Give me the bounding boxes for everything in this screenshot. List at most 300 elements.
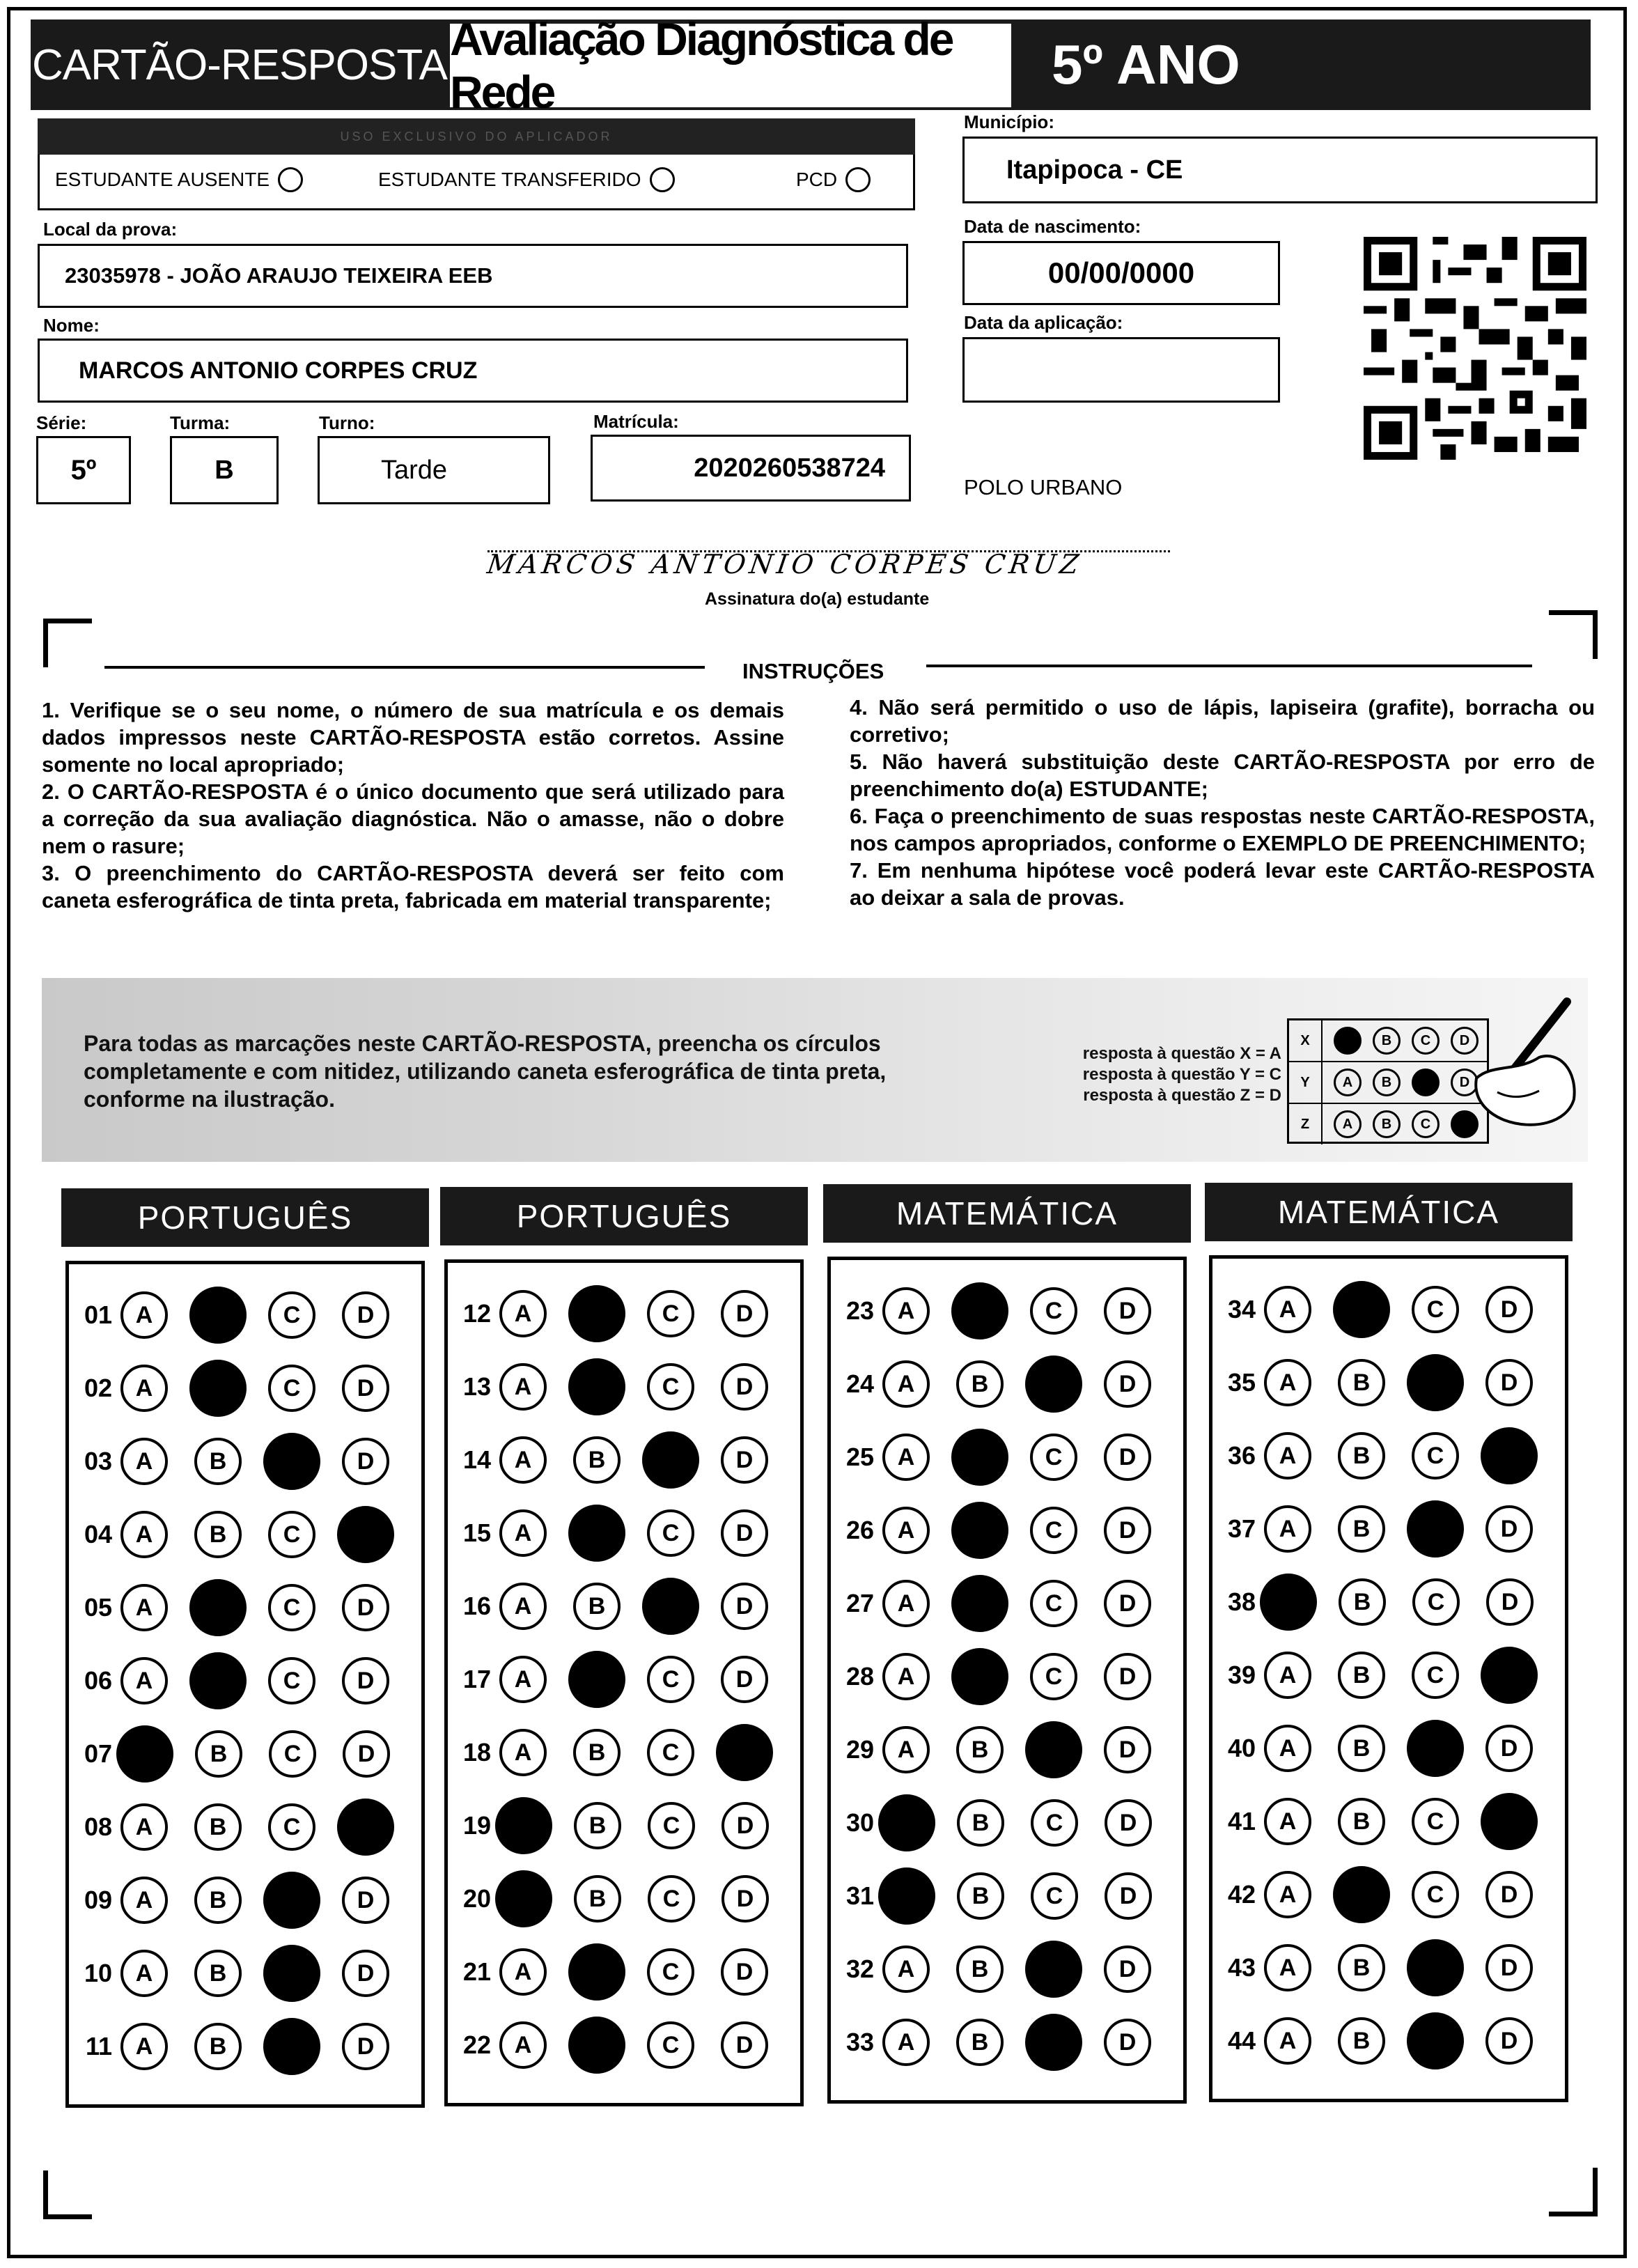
turma-field: B xyxy=(170,436,279,504)
answer-bubble-c[interactable]: C xyxy=(1030,1434,1077,1481)
instructions-right xyxy=(850,694,1595,911)
turno-field: Tarde xyxy=(318,436,550,504)
question-number: 02 xyxy=(84,1374,112,1402)
question-row xyxy=(1212,1354,1533,1411)
question-number: 04 xyxy=(84,1520,112,1548)
example-key-z: resposta à questão Z = D xyxy=(1083,1086,1281,1105)
example-bubble: C xyxy=(1412,1110,1440,1138)
question-number: 29 xyxy=(845,1735,874,1764)
status-absent[interactable] xyxy=(55,167,303,192)
answer-bubble-a[interactable]: A xyxy=(499,1729,547,1776)
question-row xyxy=(1212,1647,1533,1704)
answer-bubble-b[interactable] xyxy=(568,1943,625,2001)
instructions-left xyxy=(42,697,784,914)
turma-label: Turma: xyxy=(170,412,231,433)
question-number: 37 xyxy=(1227,1514,1256,1543)
municipio-field: Itapipoca - CE xyxy=(962,137,1598,203)
answer-bubble-b[interactable]: B xyxy=(194,1877,242,1924)
local-label: Local da prova: xyxy=(43,219,178,240)
answer-bubble-a[interactable]: A xyxy=(499,1363,547,1411)
answer-bubble-a[interactable]: A xyxy=(882,1507,930,1554)
example-bubble: C xyxy=(1412,1069,1440,1096)
answer-bubble-a[interactable]: A xyxy=(120,1657,168,1704)
answer-bubble-b[interactable]: B xyxy=(573,1583,621,1630)
question-number: 42 xyxy=(1227,1880,1256,1909)
answer-bubble-c[interactable]: C xyxy=(648,1875,695,1923)
instruction-1: 1. Verifique se o seu nome, o número de sua matrícula e os demais dados impressos neste CARTÃO-RESPOSTA estão corretos. Assine somente no local apropriado; xyxy=(42,698,784,777)
example-bubble: B xyxy=(1373,1027,1401,1055)
answer-column xyxy=(65,1261,425,2108)
answer-bubble-a[interactable]: A xyxy=(120,1803,168,1851)
answer-bubble-a[interactable]: A xyxy=(120,1291,168,1339)
answer-bubble-b[interactable]: B xyxy=(956,1945,1004,1993)
answer-bubble-c[interactable]: C xyxy=(647,1656,694,1703)
answer-bubble-b[interactable] xyxy=(568,1285,625,1342)
answer-bubble-b[interactable]: B xyxy=(956,1726,1004,1773)
answer-bubble-c[interactable]: C xyxy=(1030,1653,1077,1700)
answer-bubble-b[interactable]: B xyxy=(1338,2017,1385,2065)
instruction-6: 6. Faça o preenchimento de suas respostas neste CARTÃO-RESPOSTA, nos campos apropriados, conforme o EXEMPLO DE PREENCHIMENTO; xyxy=(850,804,1595,855)
answer-bubble-c[interactable]: C xyxy=(268,1511,315,1558)
question-row xyxy=(831,1282,1151,1339)
question-number: 08 xyxy=(84,1812,112,1841)
answer-bubble-a[interactable]: A xyxy=(120,1877,168,1924)
example-bubble: B xyxy=(1373,1069,1401,1096)
answer-bubble-b[interactable]: B xyxy=(573,1436,621,1484)
answer-bubble-c[interactable]: C xyxy=(268,1584,315,1631)
answer-bubble-d[interactable]: D xyxy=(1104,1360,1151,1408)
answer-bubble-b[interactable]: B xyxy=(1338,1432,1385,1479)
application-date-field xyxy=(962,337,1280,403)
question-row xyxy=(448,1578,768,1635)
answer-bubble-c[interactable] xyxy=(263,1433,320,1490)
answer-bubble-c[interactable] xyxy=(1025,1356,1082,1413)
answer-bubble-d[interactable] xyxy=(337,1799,394,1856)
answer-bubble-c[interactable] xyxy=(642,1578,699,1635)
answer-bubble-b[interactable]: B xyxy=(956,1360,1004,1408)
answer-bubble-d[interactable]: D xyxy=(1485,1505,1533,1553)
question-row xyxy=(1212,1793,1533,1850)
corner-mark-br xyxy=(1549,2168,1598,2216)
name-field: MARCOS ANTONIO CORPES CRUZ xyxy=(38,339,908,403)
answer-bubble-b[interactable]: B xyxy=(194,1803,242,1851)
question-row xyxy=(448,1797,769,1854)
answer-bubble-b[interactable] xyxy=(568,1358,625,1415)
answer-bubble-b[interactable] xyxy=(189,1287,247,1344)
question-number: 21 xyxy=(462,1957,491,1986)
answer-bubble-b[interactable]: B xyxy=(195,1730,242,1778)
question-number: 36 xyxy=(1227,1441,1256,1470)
corner-mark-tr xyxy=(1549,610,1598,659)
answer-bubble-c[interactable]: C xyxy=(647,1509,694,1557)
answer-bubble-c[interactable] xyxy=(1407,1500,1464,1558)
question-row xyxy=(831,1575,1151,1632)
answer-bubble-a[interactable]: A xyxy=(120,1511,168,1558)
answer-bubble-a[interactable]: A xyxy=(882,1434,930,1481)
answer-bubble-b[interactable]: B xyxy=(956,2019,1004,2066)
question-row xyxy=(69,1945,389,2002)
answer-bubble-a[interactable]: A xyxy=(499,1656,547,1703)
answer-bubble-d[interactable]: D xyxy=(721,1509,768,1557)
answer-bubble-a[interactable] xyxy=(495,1797,552,1854)
question-number: 27 xyxy=(845,1589,874,1617)
question-number: 18 xyxy=(462,1738,491,1766)
application-date-label: Data da aplicação: xyxy=(964,312,1123,333)
answer-bubble-c[interactable]: C xyxy=(1412,1652,1459,1699)
answer-bubble-b[interactable]: B xyxy=(1338,1725,1385,1772)
answer-bubble-c[interactable]: C xyxy=(1031,1872,1078,1920)
answer-bubble-d[interactable]: D xyxy=(721,1363,768,1411)
answer-bubble-a[interactable]: A xyxy=(882,2019,930,2066)
answer-bubble-d[interactable] xyxy=(1481,1793,1538,1850)
answer-bubble-d[interactable]: D xyxy=(721,1656,768,1703)
answer-bubble-a[interactable]: A xyxy=(882,1360,930,1408)
answer-bubble-c[interactable] xyxy=(263,1945,320,2002)
answer-bubble-a[interactable]: A xyxy=(1264,1944,1311,1991)
answer-bubble-b[interactable]: B xyxy=(1338,1652,1385,1699)
example-bubble: C xyxy=(1412,1027,1440,1055)
answer-bubble-d[interactable]: D xyxy=(1485,2017,1533,2065)
answer-bubble-a[interactable]: A xyxy=(1264,1871,1311,1918)
matricula-label: Matrícula: xyxy=(593,411,679,432)
question-row xyxy=(448,1724,768,1781)
answer-bubble-b[interactable]: B xyxy=(574,1802,621,1849)
question-number: 23 xyxy=(845,1296,874,1325)
answer-bubble-c[interactable]: C xyxy=(268,1803,315,1851)
answer-bubble-a[interactable]: A xyxy=(120,1365,168,1412)
question-number: 03 xyxy=(84,1447,112,1475)
answer-bubble-c[interactable]: C xyxy=(647,1363,694,1411)
answer-bubble-b[interactable] xyxy=(568,1505,625,1562)
answer-bubble-a[interactable]: A xyxy=(120,1950,168,1997)
status-transferred[interactable] xyxy=(378,167,675,192)
answer-bubble-a[interactable]: A xyxy=(882,1580,930,1627)
question-row xyxy=(1212,1939,1533,1996)
instruction-4: 4. Não será permitido o uso de lápis, lapiseira (grafite), borracha ou corretivo; xyxy=(850,695,1595,747)
answer-bubble-d[interactable]: D xyxy=(342,1438,389,1485)
answer-bubble-a[interactable]: A xyxy=(499,1583,547,1630)
answer-bubble-a[interactable]: A xyxy=(1264,1359,1311,1406)
answer-bubble-c[interactable] xyxy=(263,1872,320,1929)
answer-bubble-c[interactable] xyxy=(263,2018,320,2075)
status-transferred-circle[interactable] xyxy=(650,167,675,192)
example-bubble: D xyxy=(1451,1110,1479,1138)
answer-bubble-c[interactable]: C xyxy=(268,1365,315,1412)
answer-bubble-c[interactable]: C xyxy=(268,1291,315,1339)
answer-bubble-d[interactable]: D xyxy=(1104,1507,1151,1554)
answer-bubble-c[interactable]: C xyxy=(268,1657,315,1704)
question-row xyxy=(1212,1281,1533,1338)
answer-bubble-a[interactable] xyxy=(495,1870,552,1927)
example-bubble: A xyxy=(1334,1027,1362,1055)
status-pcd-circle[interactable] xyxy=(845,167,871,192)
instructions-rule-left xyxy=(104,666,705,669)
answer-bubble-b[interactable] xyxy=(951,1429,1008,1486)
pen-hand-icon xyxy=(1449,995,1588,1134)
grade-title: 5º ANO xyxy=(1052,33,1240,95)
answer-bubble-c[interactable]: C xyxy=(1030,1507,1077,1554)
question-number: 24 xyxy=(845,1369,874,1398)
question-number: 16 xyxy=(462,1592,491,1620)
example-bubble: A xyxy=(1334,1069,1362,1096)
turno-label: Turno: xyxy=(319,412,375,433)
answer-bubble-c[interactable] xyxy=(1407,2012,1464,2069)
question-number: 15 xyxy=(462,1519,491,1547)
instruction-7: 7. Em nenhuma hipótese você poderá levar este CARTÃO-RESPOSTA ao deixar a sala de provas. xyxy=(850,858,1595,910)
answer-bubble-b[interactable]: B xyxy=(573,1729,621,1776)
answer-bubble-c[interactable] xyxy=(1407,1720,1464,1777)
question-row xyxy=(1212,1574,1534,1631)
question-row xyxy=(69,1872,389,1929)
question-row xyxy=(831,1502,1151,1559)
answer-bubble-a[interactable]: A xyxy=(882,1287,930,1335)
answer-bubble-d[interactable]: D xyxy=(1486,1578,1534,1626)
answer-bubble-b[interactable]: B xyxy=(574,1875,621,1923)
subject-header: PORTUGUÊS xyxy=(440,1187,808,1245)
question-row xyxy=(1212,1720,1533,1777)
question-number: 20 xyxy=(462,1884,491,1913)
answer-bubble-c[interactable] xyxy=(1407,1939,1464,1996)
subject-header: PORTUGUÊS xyxy=(61,1188,429,1247)
answer-bubble-d[interactable]: D xyxy=(1485,1286,1533,1333)
answer-bubble-d[interactable]: D xyxy=(342,1950,389,1997)
answer-bubble-c[interactable]: C xyxy=(1412,1578,1460,1626)
answer-bubble-a[interactable]: A xyxy=(499,1436,547,1484)
answer-bubble-a[interactable] xyxy=(116,1725,173,1782)
answer-bubble-d[interactable]: D xyxy=(342,1291,389,1339)
answer-bubble-d[interactable] xyxy=(1481,1647,1538,1704)
local-field: 23035978 - JOÃO ARAUJO TEIXEIRA EEB xyxy=(38,244,908,308)
answer-bubble-a[interactable]: A xyxy=(1264,2017,1311,2065)
answer-bubble-d[interactable]: D xyxy=(721,1583,768,1630)
subject-header: MATEMÁTICA xyxy=(823,1184,1191,1243)
answer-bubble-d[interactable]: D xyxy=(722,1802,769,1849)
answer-bubble-d[interactable]: D xyxy=(1104,1945,1151,1993)
question-row xyxy=(69,1506,389,1563)
answer-bubble-d[interactable]: D xyxy=(1485,1871,1533,1918)
question-row xyxy=(831,2014,1151,2071)
question-row xyxy=(1212,2012,1533,2069)
answer-bubble-b[interactable] xyxy=(189,1579,247,1636)
serie-field: 5º xyxy=(36,436,131,504)
answer-bubble-d[interactable]: D xyxy=(721,1436,768,1484)
answer-bubble-c[interactable] xyxy=(1025,1721,1082,1778)
instructions-title: INSTRUÇÕES xyxy=(742,659,884,683)
answer-bubble-b[interactable] xyxy=(951,1502,1008,1559)
answer-bubble-a[interactable]: A xyxy=(1264,1432,1311,1479)
question-row xyxy=(831,1794,1152,1851)
answer-bubble-d[interactable] xyxy=(1481,1427,1538,1484)
answer-bubble-b[interactable]: B xyxy=(1338,1505,1385,1553)
question-number: 40 xyxy=(1227,1734,1256,1762)
answer-bubble-a[interactable]: A xyxy=(120,1438,168,1485)
question-row xyxy=(1212,1427,1533,1484)
answer-bubble-b[interactable] xyxy=(951,1282,1008,1339)
answer-bubble-a[interactable]: A xyxy=(499,1948,547,1996)
answer-bubble-c[interactable]: C xyxy=(1412,1432,1459,1479)
answer-bubble-d[interactable]: D xyxy=(1485,1944,1533,1991)
example-key-y: resposta à questão Y = C xyxy=(1082,1065,1281,1084)
question-number: 34 xyxy=(1227,1295,1256,1323)
answer-bubble-a[interactable]: A xyxy=(1264,1798,1311,1845)
answer-bubble-c[interactable]: C xyxy=(269,1730,316,1778)
answer-bubble-d[interactable]: D xyxy=(1105,1872,1152,1920)
answer-bubble-d[interactable]: D xyxy=(1104,1580,1151,1627)
answer-bubble-d[interactable]: D xyxy=(342,1657,389,1704)
answer-bubble-d[interactable]: D xyxy=(721,1948,768,1996)
status-absent-circle[interactable] xyxy=(278,167,303,192)
answer-bubble-c[interactable] xyxy=(1025,1941,1082,1998)
answer-bubble-b[interactable]: B xyxy=(957,1799,1004,1847)
answer-bubble-b[interactable]: B xyxy=(1338,1798,1385,1845)
answer-bubble-d[interactable]: D xyxy=(721,2021,768,2069)
corner-mark-tl xyxy=(43,619,92,667)
applicator-bar: USO EXCLUSIVO DO APLICADOR xyxy=(38,118,915,155)
question-number: 32 xyxy=(845,1955,874,1983)
answer-bubble-d[interactable]: D xyxy=(1104,2019,1151,2066)
question-number: 33 xyxy=(845,2028,874,2056)
answer-bubble-d[interactable]: D xyxy=(721,1290,768,1337)
answer-bubble-a[interactable]: A xyxy=(499,1509,547,1557)
answer-bubble-d[interactable] xyxy=(716,1724,773,1781)
answer-bubble-b[interactable]: B xyxy=(1338,1944,1385,1991)
question-number: 06 xyxy=(84,1666,112,1695)
example-bubble: A xyxy=(1334,1110,1362,1138)
answer-bubble-b[interactable]: B xyxy=(194,2023,242,2070)
question-row xyxy=(448,2017,768,2074)
instructions-rule-right xyxy=(926,665,1532,667)
answer-bubble-b[interactable] xyxy=(189,1360,247,1417)
answer-bubble-c[interactable]: C xyxy=(1030,1580,1077,1627)
answer-column xyxy=(444,1259,804,2106)
answer-bubble-c[interactable]: C xyxy=(1031,1799,1078,1847)
answer-bubble-a[interactable] xyxy=(1260,1574,1317,1631)
answer-bubble-c[interactable]: C xyxy=(647,1948,694,1996)
answer-bubble-a[interactable]: A xyxy=(120,2023,168,2070)
answer-bubble-b[interactable] xyxy=(568,2017,625,2074)
example-bubble: D xyxy=(1451,1027,1479,1055)
answer-bubble-d[interactable] xyxy=(337,1506,394,1563)
answer-bubble-c[interactable] xyxy=(1407,1354,1464,1411)
serie-label: Série: xyxy=(36,412,87,433)
answer-bubble-d[interactable]: D xyxy=(342,1877,389,1924)
answer-bubble-d[interactable]: D xyxy=(1104,1726,1151,1773)
question-row xyxy=(69,1725,390,1782)
card-title: CARTÃO-RESPOSTA xyxy=(32,40,447,89)
answer-bubble-d[interactable]: D xyxy=(342,2023,389,2070)
answer-bubble-d[interactable]: D xyxy=(1485,1359,1533,1406)
answer-bubble-a[interactable]: A xyxy=(1264,1652,1311,1699)
answer-bubble-c[interactable]: C xyxy=(647,1290,694,1337)
status-pcd[interactable] xyxy=(796,167,871,192)
question-row xyxy=(831,1648,1151,1705)
answer-bubble-c[interactable] xyxy=(642,1431,699,1489)
question-row xyxy=(448,1505,768,1562)
answer-bubble-a[interactable]: A xyxy=(1264,1725,1311,1772)
answer-bubble-c[interactable] xyxy=(1025,2014,1082,2071)
corner-mark-bl xyxy=(43,2170,92,2219)
answer-bubble-b[interactable] xyxy=(189,1652,247,1709)
answer-bubble-b[interactable] xyxy=(1333,1866,1390,1923)
answer-bubble-a[interactable]: A xyxy=(1264,1505,1311,1553)
answer-bubble-a[interactable]: A xyxy=(882,1653,930,1700)
question-number: 05 xyxy=(84,1593,112,1622)
question-row xyxy=(448,1870,769,1927)
question-row xyxy=(69,1799,389,1856)
status-transferred-label: ESTUDANTE TRANSFERIDO xyxy=(378,169,641,190)
question-number: 35 xyxy=(1227,1368,1256,1397)
answer-bubble-b[interactable] xyxy=(951,1648,1008,1705)
answer-bubble-d[interactable]: D xyxy=(342,1365,389,1412)
signature-label: Assinatura do(a) estudante xyxy=(705,589,930,609)
answer-bubble-d[interactable]: D xyxy=(342,1584,389,1631)
question-number: 39 xyxy=(1227,1661,1256,1689)
instruction-3: 3. O preenchimento do CARTÃO-RESPOSTA deverá ser feito com caneta esferográfica de tinta preta, fabricada em material transparente; xyxy=(42,861,784,912)
answer-bubble-b[interactable] xyxy=(568,1651,625,1708)
answer-bubble-a[interactable]: A xyxy=(120,1584,168,1631)
answer-bubble-b[interactable]: B xyxy=(194,1950,242,1997)
answer-bubble-b[interactable]: B xyxy=(957,1872,1004,1920)
answer-bubble-d[interactable]: D xyxy=(1104,1287,1151,1335)
answer-bubble-d[interactable]: D xyxy=(1104,1434,1151,1481)
question-number: 22 xyxy=(462,2030,491,2059)
answer-bubble-c[interactable]: C xyxy=(1412,1286,1459,1333)
answer-bubble-c[interactable]: C xyxy=(1412,1871,1459,1918)
answer-bubble-a[interactable]: A xyxy=(882,1726,930,1773)
question-row xyxy=(1212,1500,1533,1558)
answer-bubble-a[interactable] xyxy=(878,1867,935,1925)
question-row xyxy=(831,1867,1152,1925)
question-number: 01 xyxy=(84,1300,112,1329)
answer-bubble-b[interactable]: B xyxy=(194,1511,242,1558)
question-row xyxy=(448,1943,768,2001)
municipio-label: Município: xyxy=(964,111,1054,132)
question-row xyxy=(69,1579,389,1636)
question-number: 41 xyxy=(1227,1807,1256,1835)
answer-bubble-a[interactable]: A xyxy=(882,1945,930,1993)
question-number: 10 xyxy=(84,1959,112,1987)
answer-bubble-d[interactable]: D xyxy=(1105,1799,1152,1847)
answer-bubble-b[interactable] xyxy=(1333,1281,1390,1338)
answer-bubble-c[interactable]: C xyxy=(648,1802,695,1849)
answer-bubble-b[interactable]: B xyxy=(1339,1578,1386,1626)
answer-bubble-a[interactable]: A xyxy=(499,2021,547,2069)
answer-bubble-c[interactable]: C xyxy=(1412,1798,1459,1845)
answer-bubble-b[interactable]: B xyxy=(194,1438,242,1485)
question-row xyxy=(69,1287,389,1344)
birthdate-field: 00/00/0000 xyxy=(962,241,1280,305)
answer-bubble-a[interactable] xyxy=(878,1794,935,1851)
answer-bubble-a[interactable]: A xyxy=(1264,1286,1311,1333)
answer-bubble-b[interactable]: B xyxy=(1338,1359,1385,1406)
example-text: Para todas as marcações neste CARTÃO-RESPOSTA, preencha os círculos completamente e com nitidez, utilizando caneta esferográfica de tinta preta, conforme na ilustração. xyxy=(84,1031,887,1112)
answer-bubble-d[interactable]: D xyxy=(1104,1653,1151,1700)
answer-bubble-c[interactable]: C xyxy=(1030,1287,1077,1335)
answer-column xyxy=(827,1257,1187,2104)
question-number: 19 xyxy=(462,1811,491,1840)
answer-bubble-d[interactable]: D xyxy=(1485,1725,1533,1772)
question-number: 43 xyxy=(1227,1953,1256,1982)
answer-bubble-d[interactable]: D xyxy=(343,1730,390,1778)
question-row xyxy=(831,1721,1151,1778)
question-row xyxy=(448,1431,768,1489)
answer-bubble-d[interactable]: D xyxy=(722,1875,769,1923)
answer-bubble-b[interactable] xyxy=(951,1575,1008,1632)
answer-bubble-a[interactable]: A xyxy=(499,1290,547,1337)
status-box xyxy=(38,155,915,210)
answer-bubble-c[interactable]: C xyxy=(647,2021,694,2069)
answer-bubble-c[interactable]: C xyxy=(647,1729,694,1776)
